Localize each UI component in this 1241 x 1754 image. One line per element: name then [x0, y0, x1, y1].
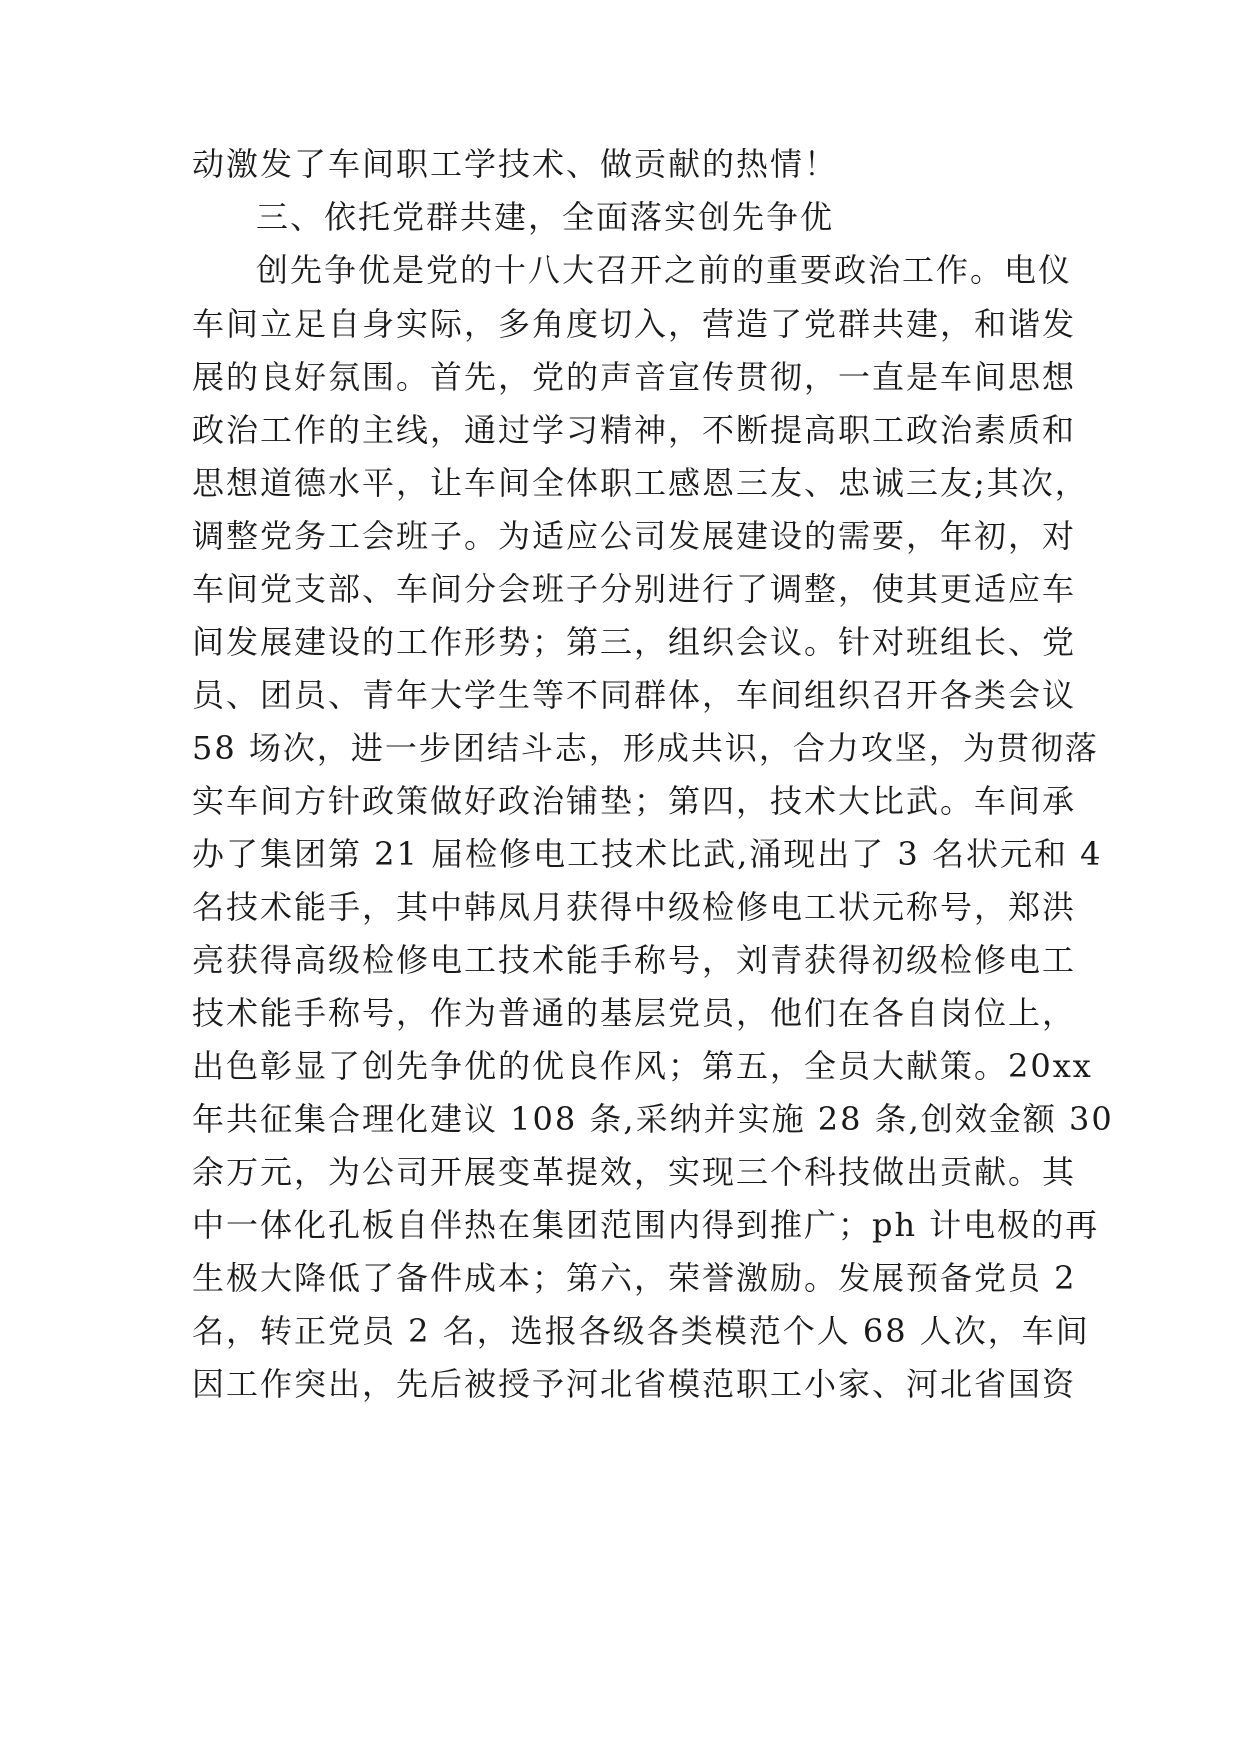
text-line: 名，转正党员 2 名，选报各级各类模范个人 68 人次，车间	[192, 1312, 1090, 1350]
text-line: 车间立足自身实际，多角度切入，营造了党群共建，和谐发	[192, 305, 1077, 343]
text-line: 因工作突出，先后被授予河北省模范职工小家、河北省国资	[192, 1365, 1077, 1403]
text-line: 生极大降低了备件成本；第六，荣誉激励。发展预备党员 2	[192, 1259, 1077, 1297]
text-line: 年共征集合理化建议 108 条,采纳并实施 28 条,创效金额 30	[192, 1100, 1114, 1138]
section-heading: 三、依托党群共建，全面落实创先争优	[256, 198, 835, 236]
text-line: 办了集团第 21 届检修电工技术比武,涌现出了 3 名状元和 4	[192, 835, 1103, 873]
text-line: 员、团员、青年大学生等不同群体，车间组织召开各类会议	[192, 676, 1077, 714]
text-line: 技术能手称号，作为普通的基层党员，他们在各自岗位上，	[192, 994, 1077, 1032]
text-line: 动激发了车间职工学技术、做贡献的热情！	[192, 145, 839, 183]
text-line: 亮获得高级检修电工技术能手称号，刘青获得初级检修电工	[192, 941, 1077, 979]
text-line: 展的良好氛围。首先，党的声音宣传贯彻，一直是车间思想	[192, 358, 1077, 396]
text-line: 名技术能手，其中韩凤月获得中级检修电工状元称号，郑洪	[192, 888, 1077, 926]
text-line: 政治工作的主线，通过学习精神，不断提高职工政治素质和	[192, 411, 1077, 449]
text-line: 间发展建设的工作形势；第三，组织会议。针对班组长、党	[192, 623, 1077, 661]
text-line: 车间党支部、车间分会班子分别进行了调整，使其更适应车	[192, 570, 1077, 608]
text-line: 中一体化孔板自伴热在集团范围内得到推广；ph 计电极的再	[192, 1206, 1100, 1244]
text-line: 出色彰显了创先争优的优良作风；第五，全员大献策。20xx	[192, 1047, 1093, 1085]
text-line: 余万元，为公司开展变革提效，实现三个科技做出贡献。其	[192, 1153, 1077, 1191]
text-line: 创先争优是党的十八大召开之前的重要政治工作。电仪	[256, 251, 1073, 289]
text-line: 实车间方针政策做好政治铺垫；第四，技术大比武。车间承	[192, 782, 1077, 820]
text-line: 调整党务工会班子。为适应公司发展建设的需要，年初，对	[192, 517, 1077, 555]
text-line: 58 场次，进一步团结斗志，形成共识，合力攻坚，为贯彻落	[192, 729, 1099, 767]
text-line: 思想道德水平，让车间全体职工感恩三友、忠诚三友;其次，	[192, 464, 1089, 502]
